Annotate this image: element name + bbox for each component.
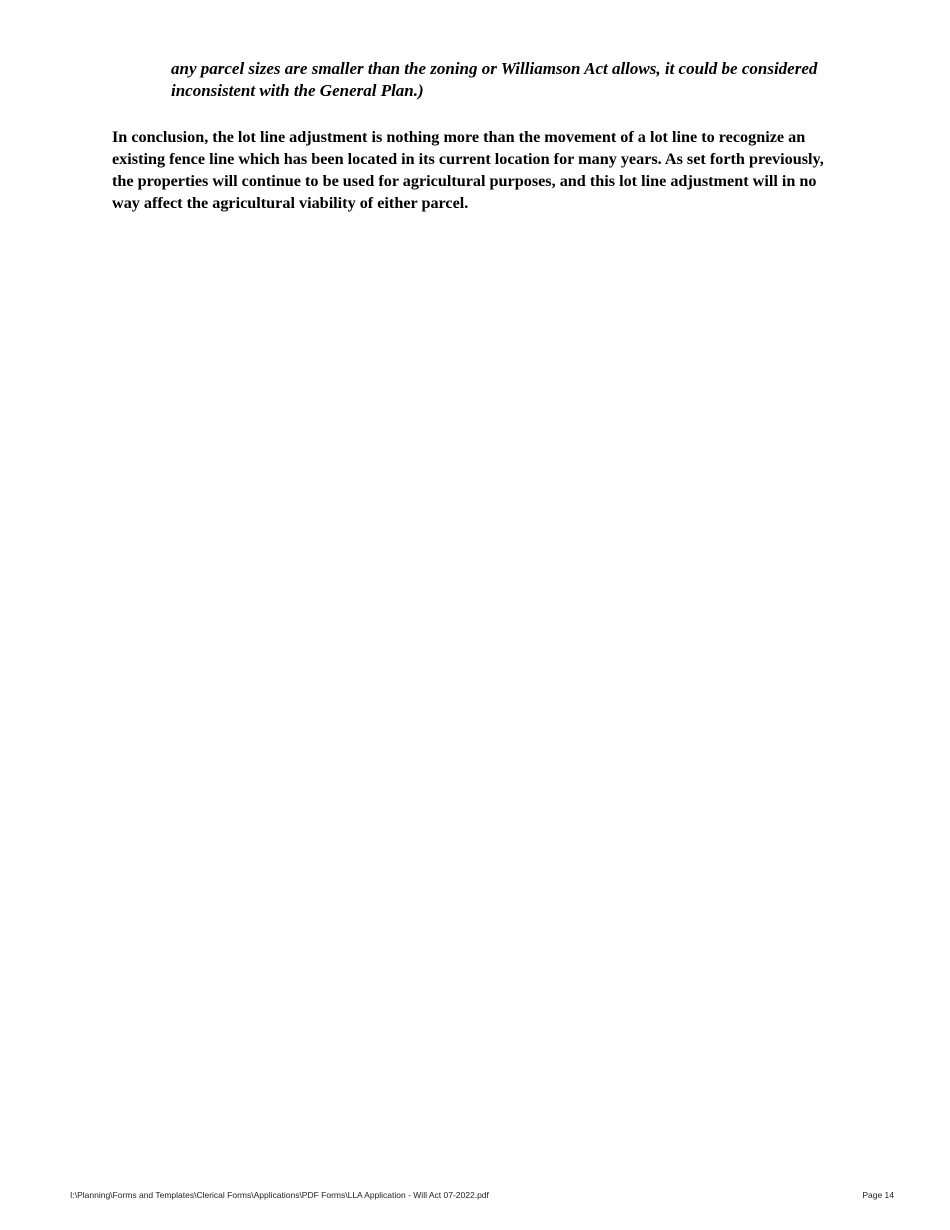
continued-italic-paragraph: any parcel sizes are smaller than the zoning or Williamson Act allows, it could be considered inconsistent with the General Plan.) (171, 59, 818, 100)
conclusion-paragraph: In conclusion, the lot line adjustment is nothing more than the movement of a lot line to recognize an existing fence line which has been located in its current location for many years. As set forth previously, the properties will continue to be used for agricultural purposes, and this lot line adjustment will in no way affect the agricultural viability of either parcel. (112, 128, 824, 212)
footer-page-number: Page 14 (862, 1190, 894, 1200)
footer-file-path: I:\Planning\Forms and Templates\Clerical Forms\Applications\PDF Forms\LLA Application - Will Act 07-2022.pdf (70, 1190, 489, 1200)
